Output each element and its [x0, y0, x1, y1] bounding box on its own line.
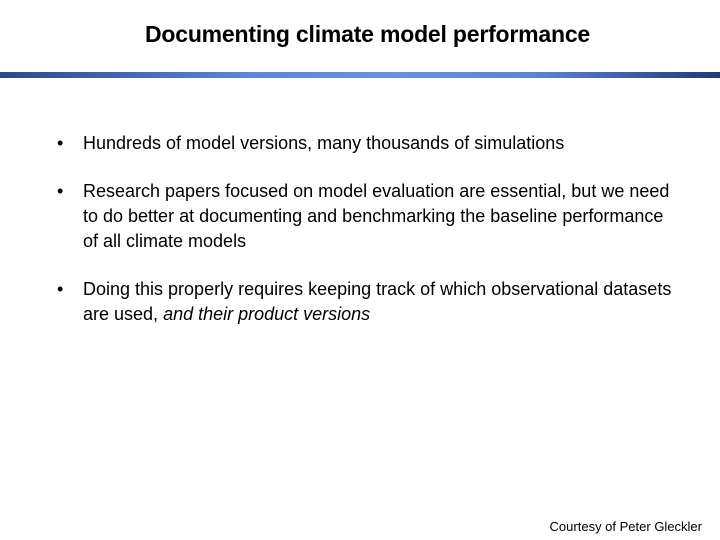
bullet-text: Research papers focused on model evaluation are essential, but we need to do better at documenting and benchmarking the baseline performance of all climate models	[83, 181, 670, 251]
bullet-item	[57, 131, 677, 156]
slide-title: Documenting climate model performance	[144, 21, 591, 47]
bullet-item	[57, 179, 677, 254]
bullet-dot-icon: •	[57, 133, 64, 153]
bullet-text: Doing this properly requires keeping track of which observational datasets are used,	[83, 279, 672, 324]
credit-text: Courtesy of Peter Gleckler	[549, 519, 702, 534]
bullet-list	[57, 131, 677, 350]
bullet-dot-icon: •	[57, 181, 64, 201]
bullet-text: Hundreds of model versions, many thousands of simulations	[83, 133, 565, 153]
bullet-text-italic: and their product versions	[163, 304, 371, 324]
bullet-item	[57, 277, 677, 327]
bullet-dot-icon: •	[57, 279, 64, 299]
title-divider-bar	[0, 72, 720, 78]
